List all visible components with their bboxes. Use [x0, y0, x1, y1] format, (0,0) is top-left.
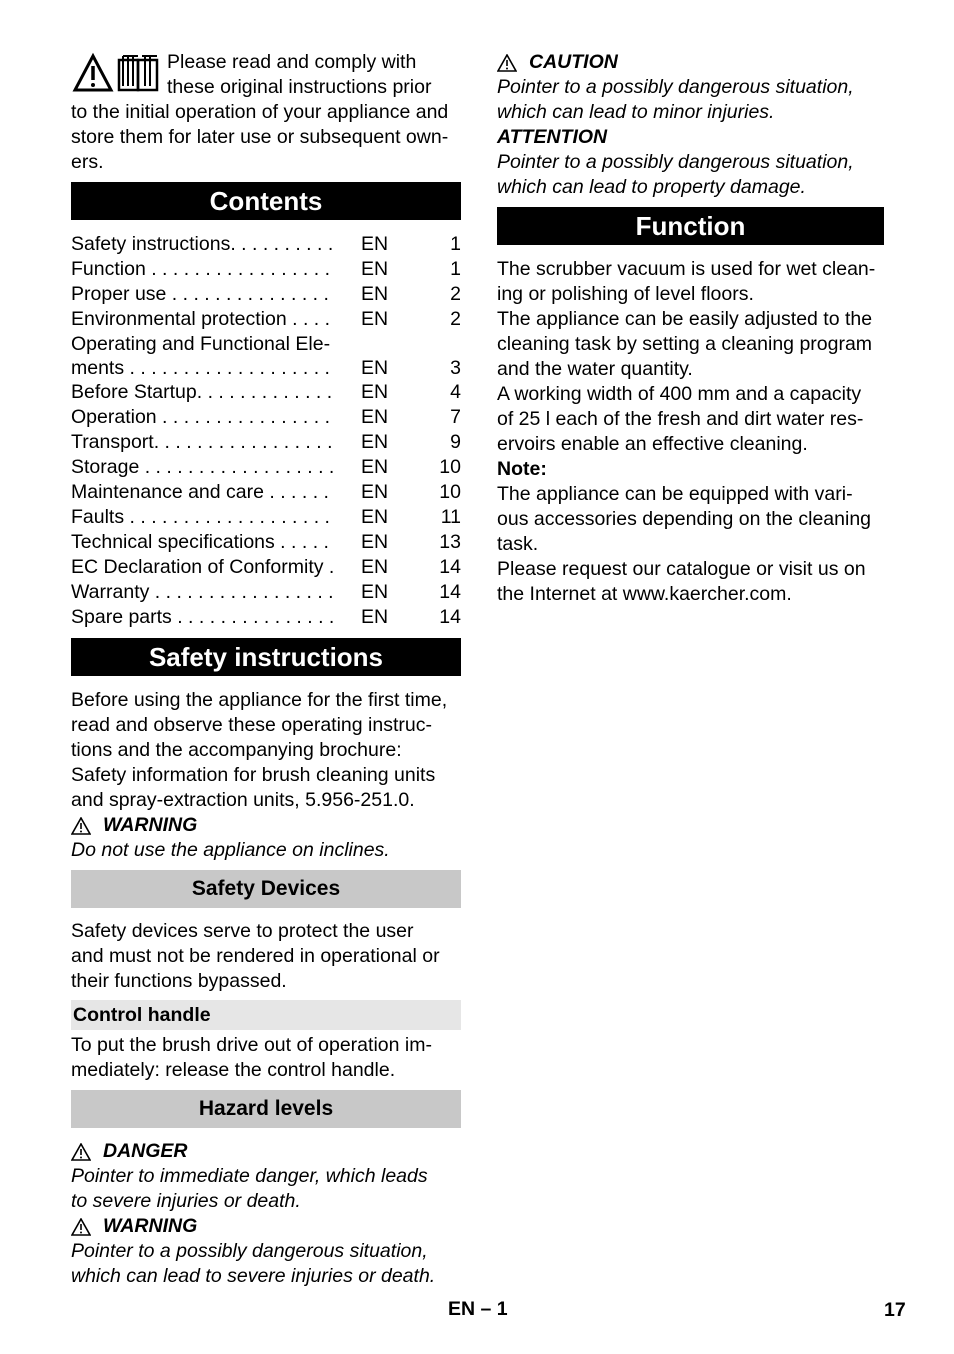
danger-line: to severe injuries or death. [71, 1190, 301, 1212]
function-line: The appliance can be easily adjusted to the [497, 308, 873, 330]
open-book-icon [117, 50, 163, 96]
toc-lang: EN [361, 431, 389, 453]
safety-intro-line: Before using the appliance for the first time, [71, 689, 448, 711]
danger-line: Pointer to immediate danger, which leads [71, 1165, 428, 1187]
toc-lang: EN [361, 506, 389, 528]
control-line: To put the brush drive out of operation im- [71, 1034, 432, 1056]
intro-line-3: to the initial operation of your appliance and [71, 101, 449, 123]
toc-row[interactable] [71, 257, 461, 282]
toc-row[interactable] [71, 430, 461, 455]
warning2-line: Pointer to a possibly dangerous situation, [71, 1240, 428, 1262]
devices-line: their functions bypassed. [71, 970, 287, 992]
caution-line: which can lead to minor injuries. [497, 101, 775, 123]
toc-lang: EN [361, 233, 389, 255]
safety-devices-heading: Safety Devices [71, 870, 461, 908]
toc-title: Proper use . . . . . . . . . . . . . . . [71, 283, 329, 305]
contents-heading: Contents [71, 182, 461, 220]
section-page-label: EN – 1 [448, 1298, 508, 1320]
toc-page: 4 [450, 381, 461, 403]
toc-lang: EN [361, 381, 389, 403]
toc-lang: EN [361, 283, 389, 305]
toc-page: 3 [450, 357, 461, 379]
note-line: ous accessories depending on the cleaning [497, 508, 872, 530]
toc-title: Function . . . . . . . . . . . . . . . . . [71, 258, 330, 280]
toc-lang: EN [361, 581, 389, 603]
danger-label-text: DANGER [103, 1140, 188, 1162]
toc-row[interactable] [71, 580, 461, 605]
toc-title: Storage . . . . . . . . . . . . . . . . . . [71, 456, 335, 478]
toc-title: Technical specifications . . . . . [71, 531, 329, 553]
control-line: mediately: release the control handle. [71, 1059, 396, 1081]
function-line: of 25 l each of the fresh and dirt water res- [497, 408, 864, 430]
function-heading: Function [497, 207, 884, 245]
intro-icons [71, 50, 165, 96]
toc-page: 14 [439, 581, 461, 603]
intro-line-2: these original instructions prior [167, 76, 432, 98]
toc-page: 1 [450, 258, 461, 280]
function-line: A working width of 400 mm and a capacity [497, 383, 862, 405]
note-line: Please request our catalogue or visit us on [497, 558, 866, 580]
left-column [71, 50, 461, 1289]
toc-lang: EN [361, 556, 389, 578]
table-of-contents [71, 232, 461, 630]
danger-label [71, 1139, 461, 1164]
toc-row[interactable] [71, 605, 461, 630]
safety-intro-line: Safety information for brush cleaning units [71, 764, 436, 786]
note-line: task. [497, 533, 539, 555]
toc-page: 11 [440, 506, 461, 528]
function-line: ervoirs enable an effective cleaning. [497, 433, 808, 455]
toc-title: Environmental protection . . . . [71, 308, 331, 330]
toc-row[interactable] [71, 555, 461, 580]
toc-title: Before Startup. . . . . . . . . . . . . [71, 381, 333, 403]
safety-intro-line: read and observe these operating instruc- [71, 714, 432, 736]
toc-page: 9 [450, 431, 461, 453]
warning2-label [71, 1214, 461, 1239]
toc-page: 10 [439, 481, 461, 503]
toc-row[interactable] [71, 455, 461, 480]
toc-title: Faults . . . . . . . . . . . . . . . . . . . [71, 506, 330, 528]
devices-line: and must not be rendered in operational or [71, 945, 440, 967]
toc-page: 7 [450, 406, 461, 428]
warning-triangle-icon [497, 54, 517, 72]
toc-lang: EN [361, 308, 389, 330]
toc-lang: EN [361, 258, 389, 280]
note-line: the Internet at www.kaercher.com. [497, 583, 792, 605]
toc-title: Operation . . . . . . . . . . . . . . . . [71, 406, 331, 428]
toc-title: Spare parts . . . . . . . . . . . . . . . [71, 606, 335, 628]
warning-text: Do not use the appliance on inclines. [71, 839, 390, 861]
function-line: cleaning task by setting a cleaning program [497, 333, 873, 355]
toc-page: 1 [450, 233, 461, 255]
hazard-levels-heading: Hazard levels [71, 1090, 461, 1128]
control-handle-heading: Control handle [71, 1000, 461, 1030]
toc-title: Operating and Functional Ele- ments . . . . . . . . . . . . . . . . . . . [71, 333, 331, 379]
toc-row[interactable] [71, 282, 461, 307]
toc-lang: EN [361, 357, 389, 379]
toc-page: 13 [439, 531, 461, 553]
toc-row[interactable] [71, 530, 461, 555]
intro-line-4: store them for later use or subsequent own- [71, 126, 449, 148]
toc-row[interactable] [71, 380, 461, 405]
caution-label-text: CAUTION [529, 51, 618, 73]
toc-page: 14 [439, 606, 461, 628]
warning-triangle-icon [71, 817, 91, 835]
caution-label [497, 50, 884, 75]
toc-row[interactable] [71, 405, 461, 430]
toc-page: 14 [439, 556, 461, 578]
function-line: The scrubber vacuum is used for wet clean- [497, 258, 876, 280]
toc-page: 10 [439, 456, 461, 478]
safety-heading: Safety instructions [71, 638, 461, 676]
toc-title: Warranty . . . . . . . . . . . . . . . . . [71, 581, 334, 603]
toc-row[interactable] [71, 480, 461, 505]
warning-triangle-icon [71, 1143, 91, 1161]
toc-lang: EN [361, 606, 389, 628]
warning2-label-text: WARNING [103, 1215, 198, 1237]
toc-row[interactable] [71, 307, 461, 332]
toc-page: 2 [450, 283, 461, 305]
note-line: The appliance can be equipped with vari- [497, 483, 853, 505]
attention-line: which can lead to property damage. [497, 176, 806, 198]
warning-triangle-icon [71, 1218, 91, 1236]
toc-title: EC Declaration of Conformity . [71, 556, 335, 578]
toc-row[interactable] [71, 232, 461, 257]
function-line: and the water quantity. [497, 358, 693, 380]
toc-lang: EN [361, 406, 389, 428]
toc-lang: EN [361, 531, 389, 553]
warning-label-text: WARNING [103, 814, 198, 836]
function-line: ing or polishing of level floors. [497, 283, 754, 305]
right-column [497, 50, 884, 607]
safety-intro-line: tions and the accompanying brochure: [71, 739, 402, 761]
warning-label [71, 813, 461, 838]
toc-lang: EN [361, 456, 389, 478]
page-number: 17 [884, 1299, 906, 1321]
toc-title: Maintenance and care . . . . . . [71, 481, 329, 503]
toc-page: 2 [450, 308, 461, 330]
intro-line-1: Please read and comply with [167, 51, 417, 73]
safety-intro-line: and spray-extraction units, 5.956-251.0. [71, 789, 415, 811]
devices-line: Safety devices serve to protect the user [71, 920, 414, 942]
intro-block [71, 50, 461, 175]
toc-lang: EN [361, 481, 389, 503]
attention-label: ATTENTION [497, 126, 608, 148]
intro-line-5: ers. [71, 151, 104, 173]
toc-row[interactable] [71, 505, 461, 530]
caution-line: Pointer to a possibly dangerous situation, [497, 76, 854, 98]
attention-line: Pointer to a possibly dangerous situation, [497, 151, 854, 173]
warning2-line: which can lead to severe injuries or death. [71, 1265, 436, 1287]
toc-row[interactable] [71, 332, 461, 380]
note-label: Note: [497, 458, 547, 480]
toc-title: Safety instructions. . . . . . . . . . [71, 233, 334, 255]
toc-title: Transport. . . . . . . . . . . . . . . . . [71, 431, 333, 453]
